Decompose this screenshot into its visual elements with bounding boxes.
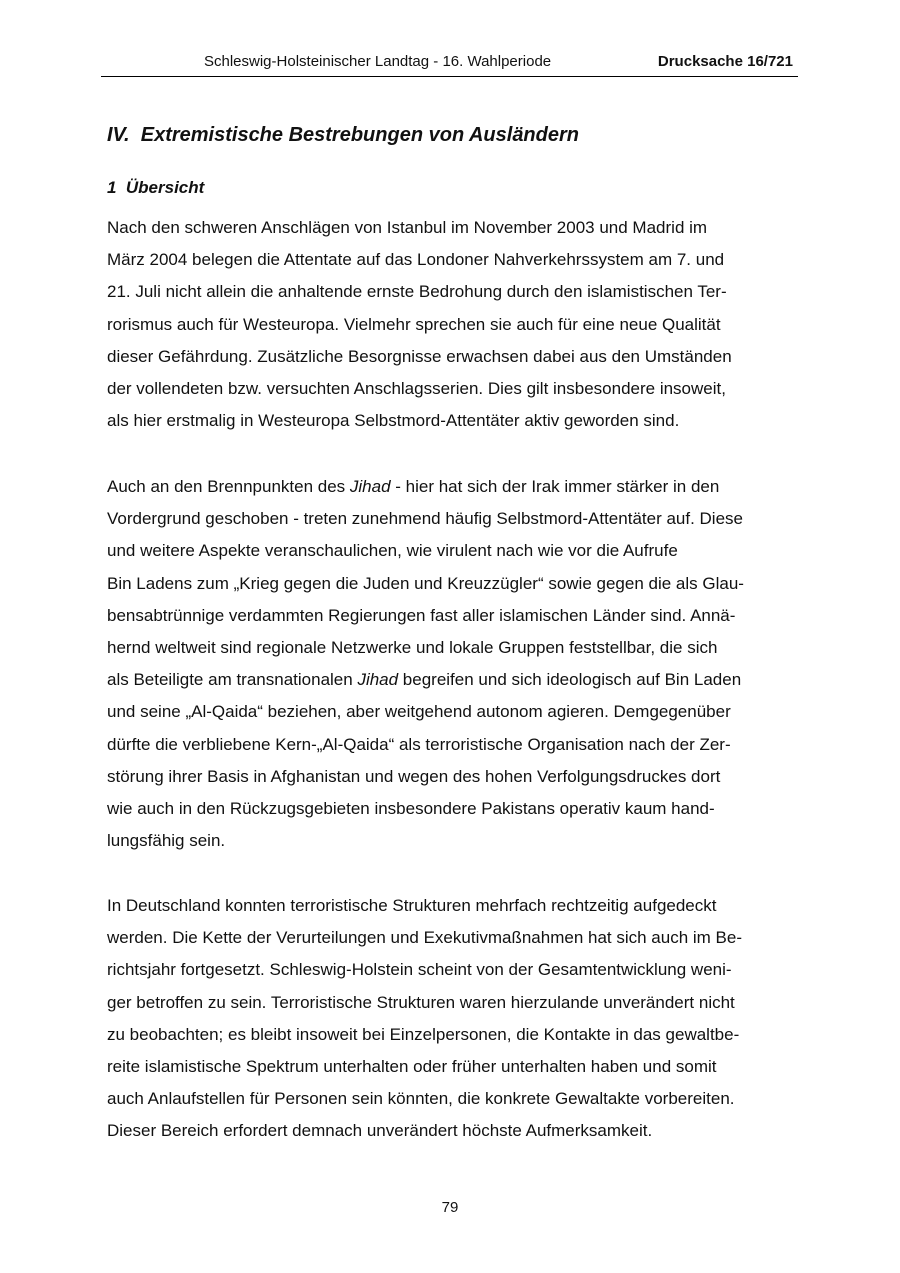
text-segment: rorismus auch für Westeuropa. Vielmehr sprechen sie auch für eine neue Qualität xyxy=(107,314,721,334)
text-segment: 21. Juli nicht allein die anhaltende ernste Bedrohung durch den islamistischen Ter- xyxy=(107,282,727,302)
text-segment: Auch an den Brennpunkten des xyxy=(107,477,350,496)
text-segment: richtsjahr fortgesetzt. Schleswig-Holstein scheint von der Gesamtentwicklung weni- xyxy=(107,960,732,980)
text-line xyxy=(107,212,807,244)
text-line xyxy=(107,987,807,1019)
page-number: 79 xyxy=(441,1199,459,1216)
text-line xyxy=(107,244,807,276)
text-line xyxy=(107,1115,807,1147)
page-header xyxy=(101,52,798,77)
text-segment: Dieser Bereich erfordert demnach unverändert höchste Aufmerksamkeit. xyxy=(107,1121,653,1141)
document-number: Drucksache 16/721 xyxy=(657,53,793,70)
text-line xyxy=(107,761,807,793)
text-segment: - hier hat sich der Irak immer stärker in den xyxy=(390,477,720,496)
text-line xyxy=(107,793,807,825)
text-segment: ger betroffen zu sein. Terroristische Strukturen waren hierzulande unverändert nicht xyxy=(107,992,735,1012)
text-segment: reite islamistische Spektrum unterhalten oder früher unterhalten haben und somit xyxy=(107,1056,717,1076)
text-segment: dieser Gefährdung. Zusätzliche Besorgnisse erwachsen dabei aus den Umständen xyxy=(107,346,732,366)
text-segment: begreifen und sich ideologisch auf Bin Laden xyxy=(398,670,742,690)
paragraph xyxy=(107,471,807,857)
text-line xyxy=(107,922,807,954)
header-title: Schleswig-Holsteinischer Landtag - 16. Wahlperiode xyxy=(204,53,552,70)
text-segment: Nach den schweren Anschlägen von Istanbul im November 2003 und Madrid im xyxy=(107,218,708,237)
text-line xyxy=(107,535,807,567)
text-line xyxy=(107,276,807,308)
text-line xyxy=(107,471,807,503)
text-segment: werden. Die Kette der Verurteilungen und Exekutivmaßnahmen hat sich auch im Be- xyxy=(107,928,743,948)
text-line xyxy=(107,503,807,535)
text-segment: hernd weltweit sind regionale Netzwerke und lokale Gruppen feststellbar, die sich xyxy=(107,637,718,657)
text-segment: als Beteiligte am transnationalen xyxy=(107,670,358,690)
text-line xyxy=(107,1051,807,1083)
text-line xyxy=(107,1083,807,1115)
text-segment: Vordergrund geschoben - treten zunehmend häufig Selbstmord-Attentäter auf. Diese xyxy=(107,509,743,529)
emphasis-text: Jihad xyxy=(349,477,391,496)
text-segment: auch Anlaufstellen für Personen sein könnten, die konkrete Gewaltakte vorbereiten. xyxy=(107,1089,735,1109)
text-line xyxy=(107,1019,807,1051)
text-segment: und weitere Aspekte veranschaulichen, wie virulent nach wie vor die Aufrufe xyxy=(107,541,678,561)
text-segment: zu beobachten; es bleibt insoweit bei Einzelpersonen, die Kontakte in das gewaltbe- xyxy=(107,1024,740,1044)
text-line xyxy=(107,954,807,986)
paragraph xyxy=(107,212,807,437)
text-line xyxy=(107,405,807,437)
emphasis-text: Jihad xyxy=(357,670,399,690)
text-segment: dürfte die verbliebene Kern-„Al-Qaida“ als terroristische Organisation nach der Zer- xyxy=(107,734,731,754)
text-segment: bensabtrünnige verdammten Regierungen fast aller islamischen Länder sind. Annä- xyxy=(107,605,736,625)
subsection-title: 1 Übersicht xyxy=(107,178,205,197)
text-line xyxy=(107,729,807,761)
text-line xyxy=(107,890,807,922)
text-line xyxy=(107,568,807,600)
text-line xyxy=(107,632,807,664)
text-segment: Bin Ladens zum „Krieg gegen die Juden und Kreuzzügler“ sowie gegen die als Glau- xyxy=(107,573,744,593)
text-line xyxy=(107,600,807,632)
text-segment: lungsfähig sein. xyxy=(107,831,226,851)
text-segment: und seine „Al-Qaida“ beziehen, aber weitgehend autonom agieren. Demgegenüber xyxy=(107,702,731,722)
text-line xyxy=(107,664,807,696)
text-line xyxy=(107,696,807,728)
section-title: IV. Extremistische Bestrebungen von Ausländern xyxy=(107,124,579,146)
text-line xyxy=(107,825,807,857)
text-segment: störung ihrer Basis in Afghanistan und wegen des hohen Verfolgungsdruckes dort xyxy=(107,766,721,786)
text-segment: In Deutschland konnten terroristische Strukturen mehrfach rechtzeitig aufgedeckt xyxy=(107,896,717,915)
text-segment: als hier erstmalig in Westeuropa Selbstmord-Attentäter aktiv geworden sind. xyxy=(107,411,680,431)
text-line xyxy=(107,373,807,405)
text-segment: wie auch in den Rückzugsgebieten insbesondere Pakistans operativ kaum hand- xyxy=(107,798,715,818)
text-line xyxy=(107,341,807,373)
paragraph xyxy=(107,890,807,1148)
text-segment: der vollendeten bzw. versuchten Anschlagsserien. Dies gilt insbesondere insoweit, xyxy=(107,378,726,398)
text-segment: März 2004 belegen die Attentate auf das Londoner Nahverkehrssystem am 7. und xyxy=(107,250,725,270)
text-line xyxy=(107,309,807,341)
